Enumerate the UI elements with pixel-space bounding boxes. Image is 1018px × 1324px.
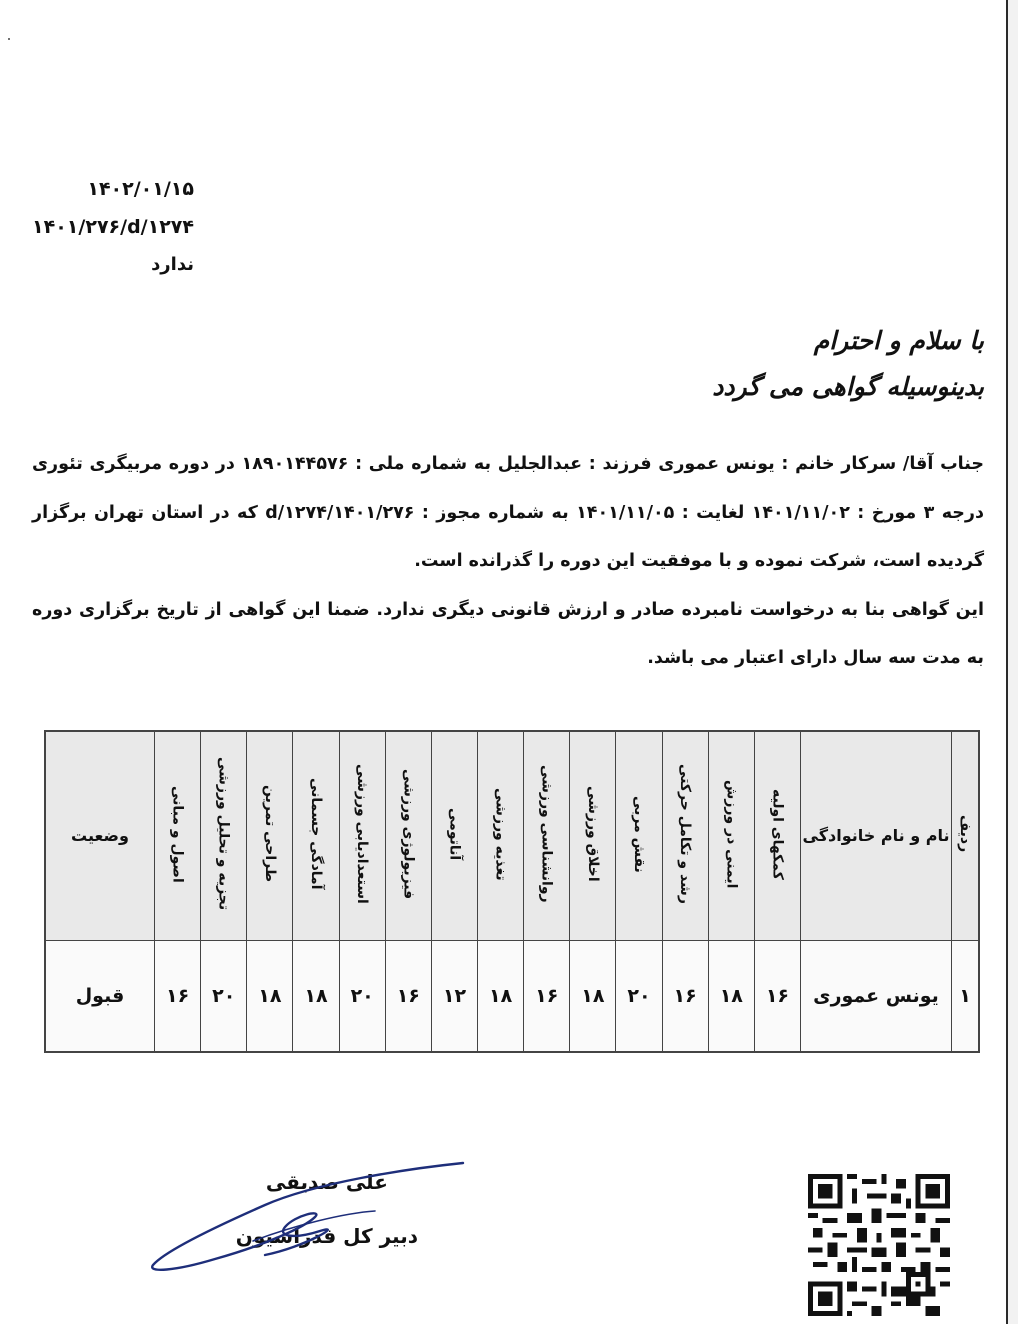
qr-code: [808, 1174, 950, 1316]
scan-speck: [8, 38, 10, 40]
header-status: وضعیت: [45, 731, 155, 941]
cell-grade: ۱۶: [155, 941, 201, 1053]
header-subject: تجزیه و تحلیل ورزشی: [201, 731, 247, 941]
letter-number: ۱۴۰۱/۲۷۶/d/۱۲۷۴: [32, 216, 194, 238]
header-subject: اصول و مبانی: [155, 731, 201, 941]
letter-date: ۱۴۰۲/۰۱/۱۵: [87, 178, 194, 200]
greeting-line-1: با سلام و احترام: [813, 326, 984, 355]
cell-status: قبول: [45, 941, 155, 1053]
header-subject: روانشناسی ورزشی: [524, 731, 570, 941]
header-subject: اخلاق ورزشی: [570, 731, 616, 941]
header-full-name: نام و نام خانوادگی: [801, 731, 952, 941]
header-subject: طراحی تمرین: [247, 731, 293, 941]
greeting-line-2: بدینوسیله گواهی می گردد: [712, 372, 984, 401]
cell-grade: ۱۶: [385, 941, 431, 1053]
greeting: [712, 318, 984, 410]
header-subject: استعدادیابی ورزشی: [339, 731, 385, 941]
header-subject: فیزیولوژی ورزشی: [385, 731, 431, 941]
signer-title: دبیر کل فدراسیون: [235, 1224, 418, 1248]
header-subject: آمادگی جسمانی: [293, 731, 339, 941]
cell-grade: ۱۸: [478, 941, 524, 1053]
cell-grade: ۱۲: [431, 941, 477, 1053]
page-margin: [1008, 0, 1018, 1324]
page-border: [1006, 0, 1008, 1324]
header-subject: نقش مربی: [616, 731, 662, 941]
cell-grade: ۱۸: [293, 941, 339, 1053]
header-subject: تغذیه ورزشی: [478, 731, 524, 941]
body-paragraph-2: این گواهی بنا به درخواست نامبرده صادر و ارزش قانونی دیگری ندارد. ضمنا این گواهی از تاریخ برگزاری دوره به مدت سه سال دارای اعتبار می باشد.: [32, 599, 984, 668]
table-row: [45, 941, 979, 1053]
cell-grade: ۱۶: [754, 941, 800, 1053]
handwritten-signature: [145, 1155, 475, 1285]
grades-table: [44, 730, 980, 1053]
body-paragraph-1: جناب آقا/ سرکار خانم : یونس عموری فرزند : عبدالجلیل به شماره ملی : ۱۸۹۰۱۴۴۵۷۶ در دوره مربیگری تئوری درجه ۳ مورخ : ۱۴۰۱/۱۱/۰۲ لغایت : ۱۴۰۱/۱۱/۰۵ به شماره مجوز : ۱۴۰۱/۲۷۶/d/۱۲۷۴ که در استان تهران برگزار گردیده است، شرکت نموده و با موفقیت این دوره را گذرانده است.: [32, 454, 984, 571]
header-subject: ایمنی در ورزش: [708, 731, 754, 941]
cell-grade: ۱۸: [247, 941, 293, 1053]
cell-grade: ۲۰: [201, 941, 247, 1053]
cell-grade: ۲۰: [339, 941, 385, 1053]
signer-name: علی صدیقی: [265, 1170, 388, 1194]
cell-row-number: ۱: [952, 941, 980, 1053]
letter-meta: [24, 170, 194, 284]
cell-grade: ۱۶: [662, 941, 708, 1053]
certificate-body: [32, 440, 984, 683]
cell-full-name: یونس عموری: [801, 941, 952, 1053]
grades-header-row: [45, 731, 979, 941]
cell-grade: ۲۰: [616, 941, 662, 1053]
header-subject: کمکهای اولیه: [754, 731, 800, 941]
cell-grade: ۱۶: [524, 941, 570, 1053]
cell-grade: ۱۸: [708, 941, 754, 1053]
cell-grade: ۱۸: [570, 941, 616, 1053]
header-row-number: ردیف: [952, 731, 980, 941]
header-subject: رشد و تکامل حرکتی: [662, 731, 708, 941]
header-subject: آناتومی: [431, 731, 477, 941]
letter-attachment: ندارد: [151, 254, 194, 275]
